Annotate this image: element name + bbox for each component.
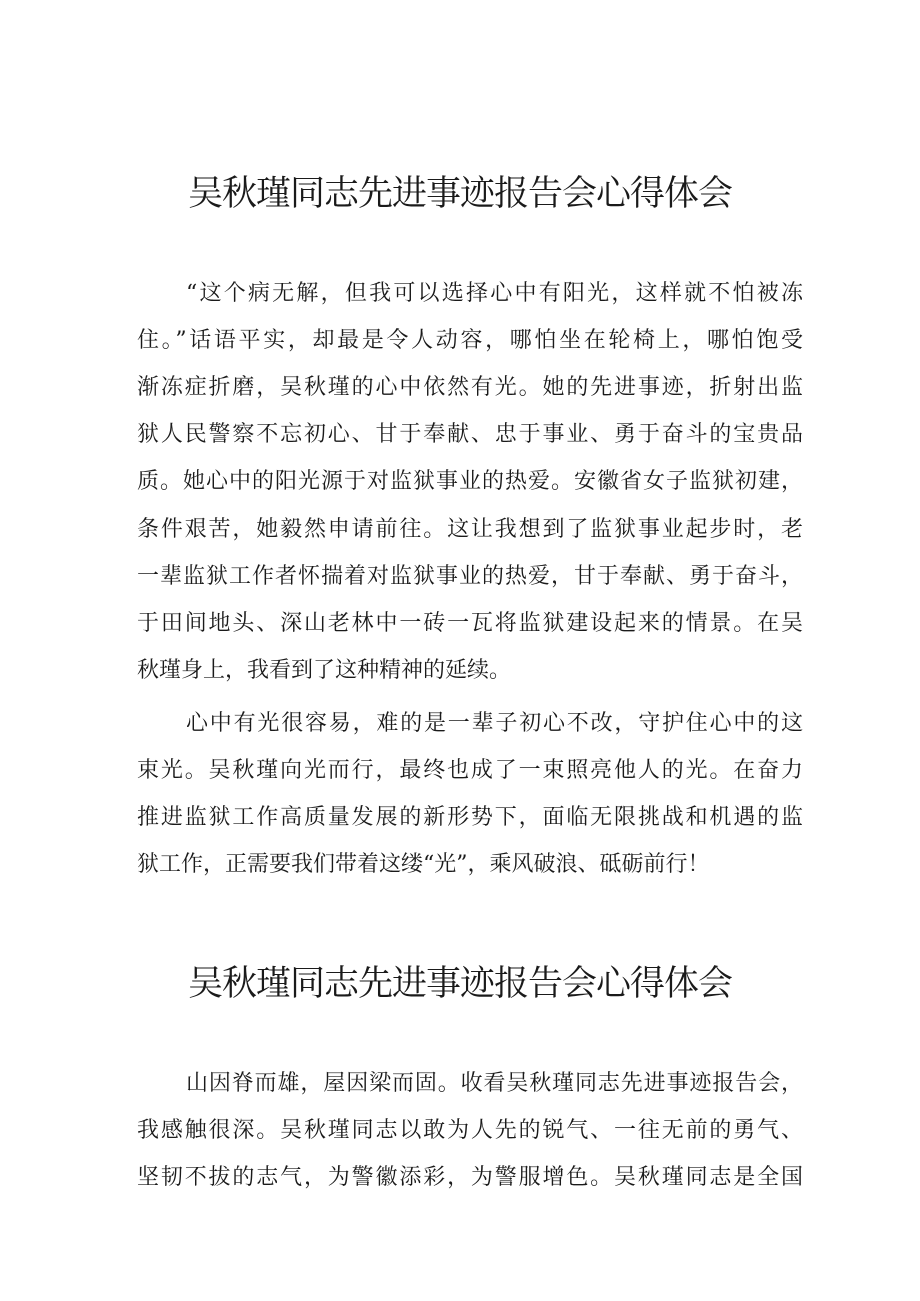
text-line: 坚韧不拔的志气，为警徽添彩，为警服增色。吴秋瑾同志是全国: [137, 1165, 803, 1190]
text-line: 质。她心中的阳光源于对监狱事业的热爱。安徽省女子监狱初建，: [137, 469, 803, 494]
text-line: 推进监狱工作高质量发展的新形势下，面临无限挑战和机遇的监: [137, 805, 803, 830]
text-line: 心中有光很容易，难的是一辈子初心不改，守护住心中的这: [186, 711, 803, 736]
document-title-2: 吴秋瑾同志先进事迹报告会心得体会: [187, 964, 732, 1004]
text-line: 我感触很深。吴秋瑾同志以敢为人先的锐气、一往无前的勇气、: [137, 1118, 803, 1143]
text-line: 束光。吴秋瑾向光而行，最终也成了一束照亮他人的光。在奋力: [137, 758, 803, 783]
text-line: 狱工作，正需要我们带着这缕“光”，乘风破浪、砥砺前行！: [137, 852, 710, 877]
text-line: 秋瑾身上，我看到了这种精神的延续。: [137, 658, 512, 683]
text-line: 于田间地头、深山老林中一砖一瓦将监狱建设起来的情景。在吴: [137, 611, 803, 636]
document-title: 吴秋瑾同志先进事迹报告会心得体会: [187, 174, 732, 214]
text-line: 山因脊而雄，屋因梁而固。收看吴秋瑾同志先进事迹报告会，: [186, 1071, 803, 1096]
text-line: 狱人民警察不忘初心、甘于奉献、忠于事业、勇于奋斗的宝贵品: [137, 422, 803, 447]
text-line: 条件艰苦，她毅然申请前往。这让我想到了监狱事业起步时，老: [137, 517, 803, 542]
text-line: 住。”话语平实，却最是令人动容，哪怕坐在轮椅上，哪怕饱受: [137, 328, 803, 353]
text-line: 渐冻症折磨，吴秋瑾的心中依然有光。她的先进事迹，折射出监: [137, 375, 803, 400]
text-line: “这个病无解，但我可以选择心中有阳光，这样就不怕被冻: [186, 281, 803, 306]
text-line: 一辈监狱工作者怀揣着对监狱事业的热爱，甘于奉献、勇于奋斗，: [137, 564, 803, 589]
